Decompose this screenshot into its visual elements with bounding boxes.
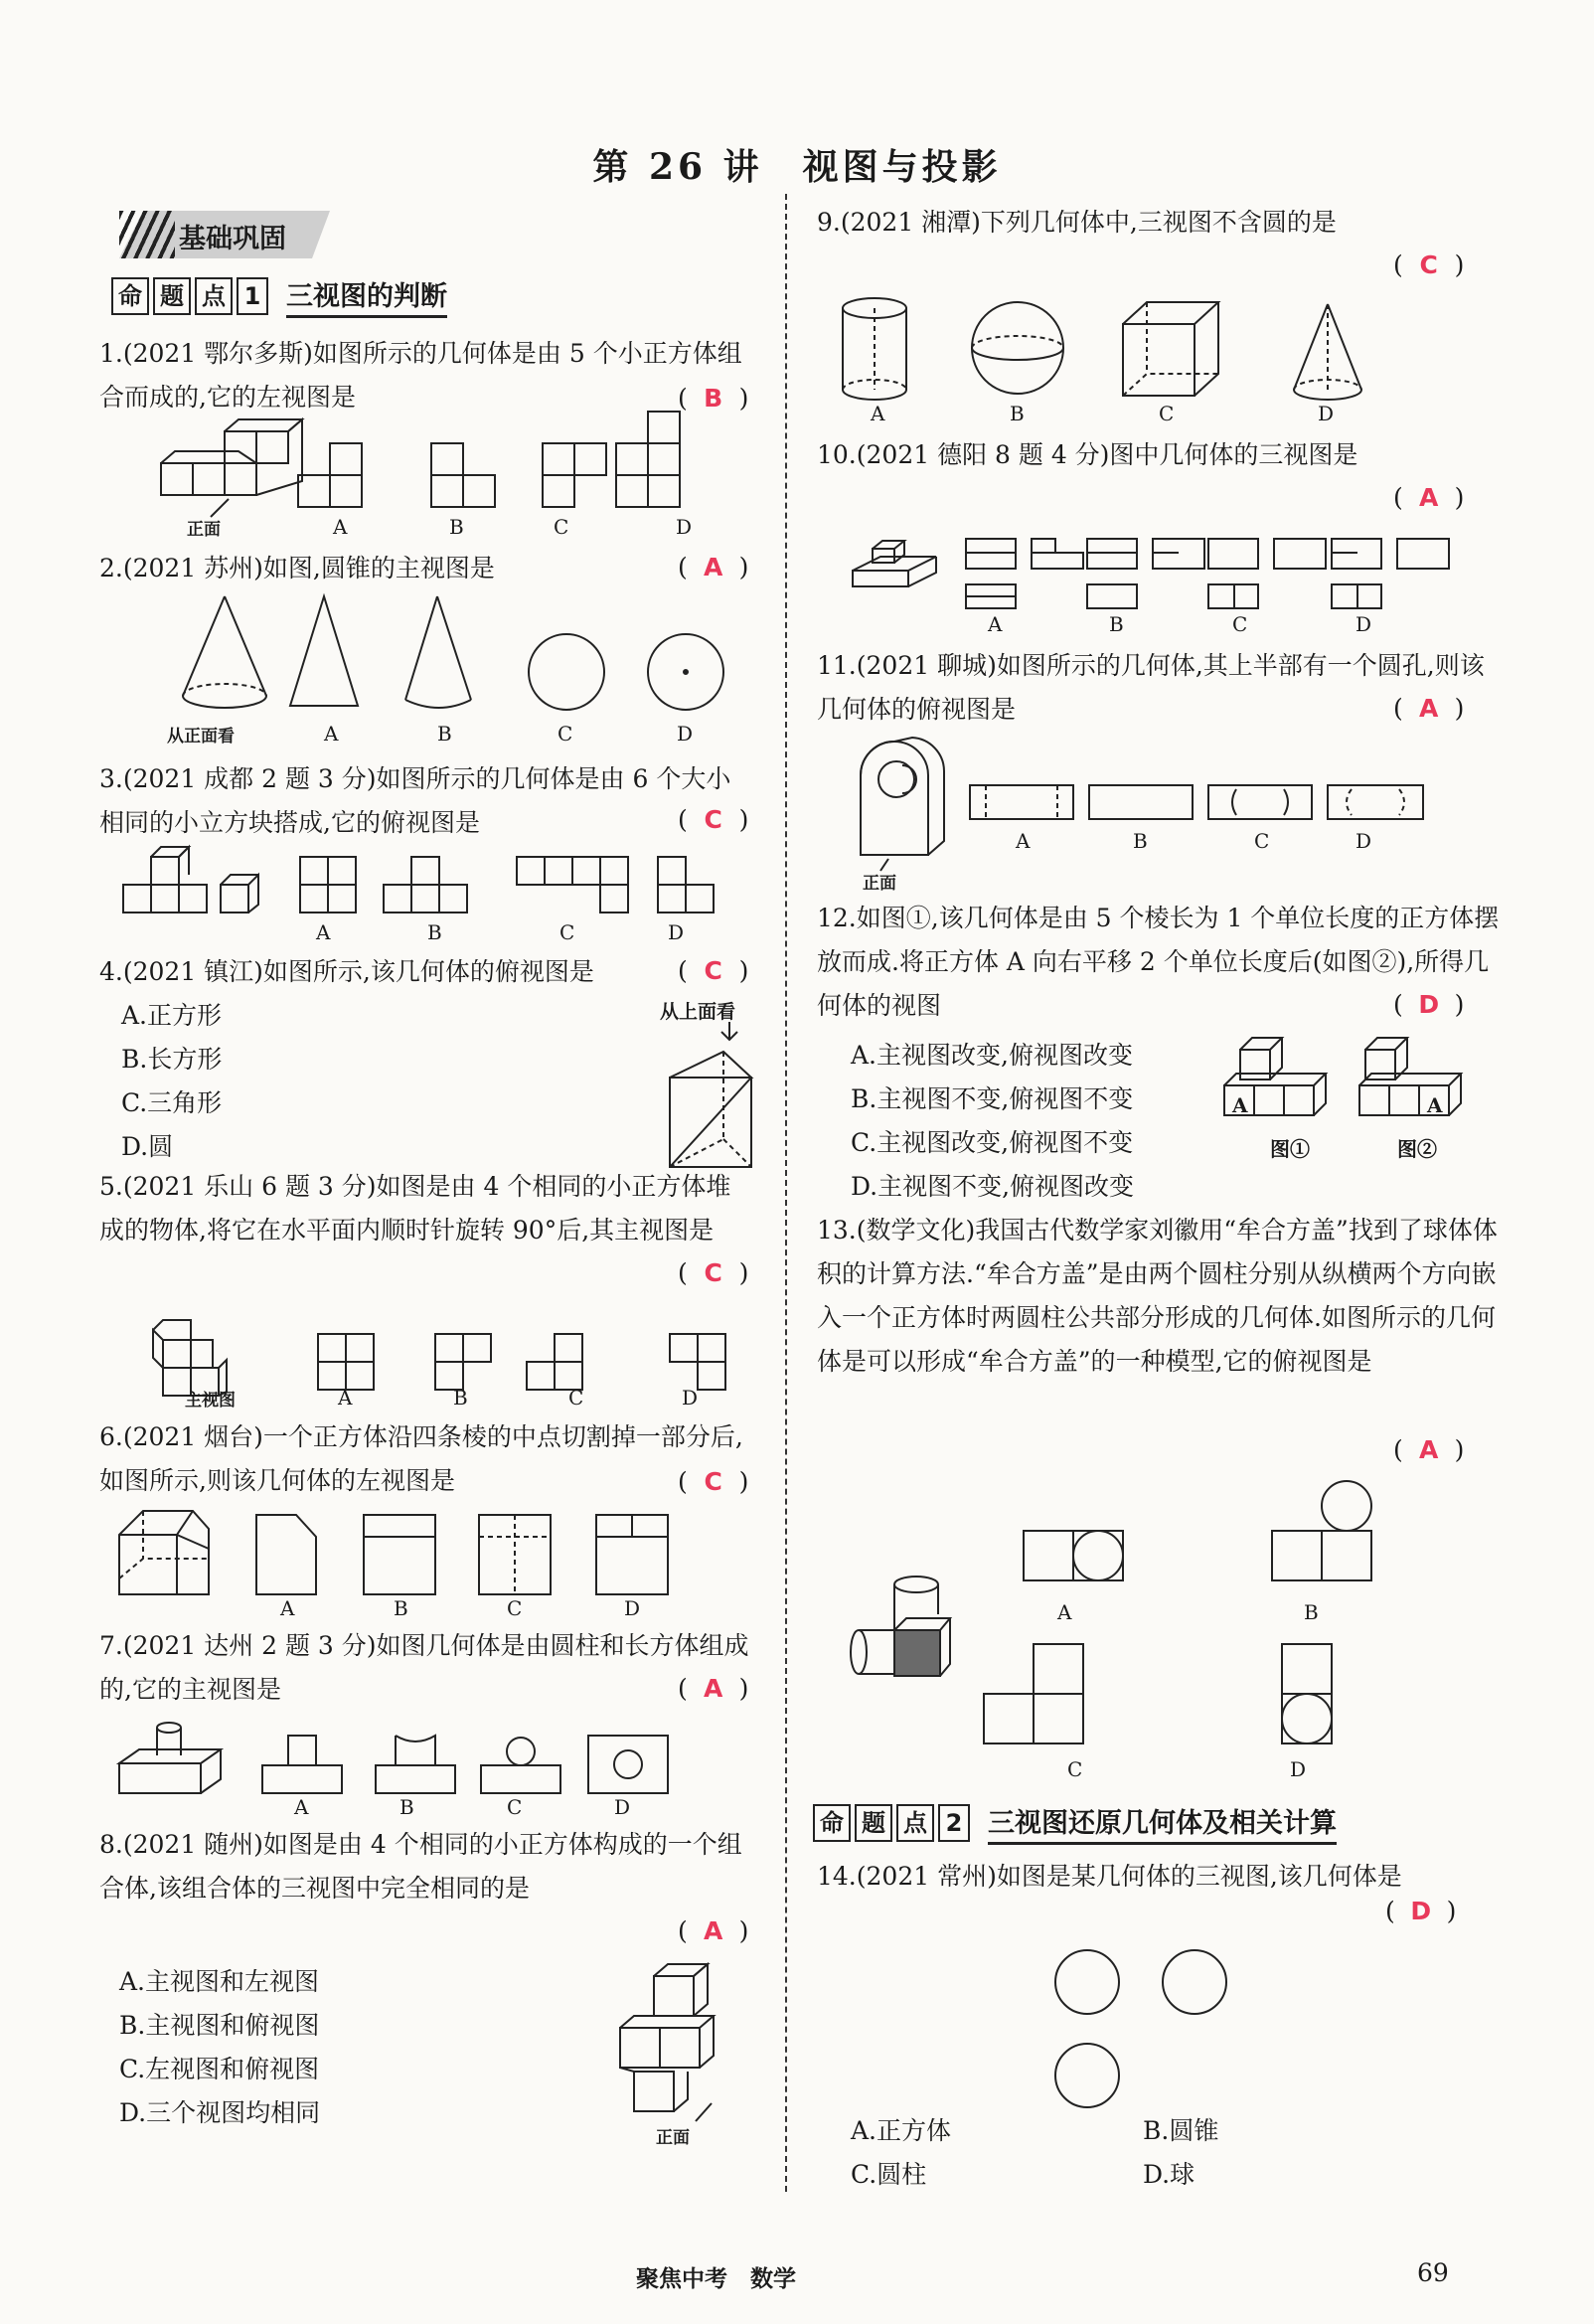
q14-option-a: A.正方体 (851, 2116, 952, 2145)
option-label: D (668, 920, 685, 944)
answer-letter: A (704, 1916, 723, 1945)
section-title: 三视图的判断 (286, 274, 447, 318)
answer-4: ( C ) (678, 956, 749, 985)
question-12: 12.如图①,该几何体是由 5 个棱长为 1 个单位长度的正方体摆放而成.将正方体 A 向右平移 2 个单位长度后(如图②),所得几何体的视图 (817, 904, 1500, 1020)
answer-3: ( C ) (678, 805, 749, 834)
option-label: B (394, 1596, 408, 1620)
option-label: C (507, 1596, 523, 1620)
answer-9: ( C ) (1393, 250, 1465, 279)
section-header-1 (111, 274, 447, 318)
answer-letter: A (1419, 694, 1439, 723)
option-label: B (449, 515, 464, 539)
section-char: 命 (111, 277, 149, 315)
question-3: 3.(2021 成都 2 题 3 分)如图所示的几何体是由 6 个大小相同的小立方块搭成,它的俯视图是 (99, 764, 731, 837)
answer-letter: D (1418, 990, 1440, 1019)
footer-book-title: 聚焦中考 数学 (636, 2266, 796, 2292)
answer-13: ( A ) (1393, 1435, 1465, 1464)
banner-title: 基础巩固 (179, 224, 286, 254)
q14-option-d: D.球 (1143, 2160, 1196, 2189)
option-label: A (338, 1386, 353, 1410)
answer-7: ( A ) (678, 1674, 749, 1703)
option-label: D (624, 1596, 641, 1620)
option-label: C (559, 920, 575, 944)
banner-stripes (119, 211, 175, 258)
answer-letter: C (704, 805, 722, 834)
option-label: C (1232, 612, 1248, 636)
option-label: D (1290, 1757, 1307, 1781)
answer-letter: A (704, 1674, 723, 1703)
option-label: A (316, 920, 331, 944)
option-label: B (1010, 402, 1025, 425)
answer-6: ( C ) (678, 1467, 749, 1496)
q8-fig-caption: 正面 (656, 2128, 690, 2148)
q8-figure (616, 1972, 775, 2131)
q4-figure (668, 1022, 787, 1171)
section-header-2 (813, 1801, 1337, 1845)
option-label: B (1304, 1600, 1319, 1624)
option-label: C (568, 1386, 584, 1410)
q14-figure (1053, 1948, 1252, 2107)
q5-fig-caption: 主视图 (185, 1391, 236, 1411)
answer-letter: C (704, 1258, 722, 1287)
q4-option-c: C.三角形 (121, 1088, 223, 1117)
question-11: 11.(2021 聊城)如图所示的几何体,其上半部有一个圆孔,则该几何体的俯视图是 (817, 651, 1485, 724)
q12-fig1-caption: 图① (1270, 1137, 1310, 1161)
answer-letter: C (704, 956, 722, 985)
question-13: 13.(数学文化)我国古代数学家刘徽用“牟合方盖”找到了球体体积的计算方法.“牟合方盖”是由两个圆柱分别从纵横两个方向嵌入一个正方体时两圆柱公共部分形成的几何体.如图所示的几何体是可以形成“牟合方盖”的一种模型,它的俯视图是 (817, 1216, 1498, 1376)
answer-letter: D (1410, 1897, 1432, 1925)
option-label: D (1318, 402, 1335, 425)
option-label: A (871, 402, 885, 425)
column-divider (785, 194, 787, 2192)
question-1: 1.(2021 鄂尔多斯)如图所示的几何体是由 5 个小正方体组合而成的,它的左视图是 (99, 339, 742, 412)
option-label: C (1254, 829, 1270, 853)
q8-option-c: C.左视图和俯视图 (119, 2055, 320, 2083)
option-label: B (437, 722, 452, 746)
q1-fig-caption: 正面 (187, 520, 221, 540)
section-char: 命 (813, 1804, 851, 1842)
answer-letter: C (1419, 250, 1438, 279)
section-number: 2 (938, 1804, 970, 1842)
cube-label: A (1232, 1093, 1248, 1117)
option-label: B (453, 1386, 468, 1410)
option-label: B (1133, 829, 1148, 853)
option-label: A (1057, 1600, 1072, 1624)
question-6: 6.(2021 烟台)一个正方体沿四条棱的中点切割掉一部分后,如图所示,则该几何体的左视图是 (99, 1422, 743, 1495)
q7-figure (117, 1714, 714, 1803)
answer-letter: B (704, 384, 723, 413)
option-label: B (399, 1795, 414, 1819)
q14-option-c: C.圆柱 (851, 2160, 927, 2189)
option-label: D (614, 1795, 631, 1819)
question-8: 8.(2021 随州)如图是由 4 个相同的小正方体构成的一个组合体,该组合体的三视图中完全相同的是 (99, 1830, 742, 1903)
q11-fig-caption: 正面 (863, 874, 896, 894)
q3-figure (121, 851, 717, 930)
q12-option-a: A.主视图改变,俯视图改变 (851, 1041, 1133, 1070)
q2-fig-caption: 从正面看 (167, 727, 235, 747)
answer-letter: A (1419, 483, 1439, 512)
q11-figure (855, 736, 1411, 875)
answer-2: ( A ) (678, 553, 749, 581)
q14-option-b: B.圆锥 (1143, 2116, 1219, 2145)
option-label: A (1016, 829, 1031, 853)
question-10: 10.(2021 德阳 8 题 4 分)图中几何体的三视图是 (817, 440, 1358, 469)
q4-option-d: D.圆 (121, 1132, 174, 1161)
option-label: D (676, 515, 693, 539)
option-label: A (333, 515, 348, 539)
option-label: C (1067, 1757, 1083, 1781)
q12-figure (1220, 1034, 1489, 1143)
question-4: 4.(2021 镇江)如图所示,该几何体的俯视图是 (99, 957, 594, 986)
option-label: A (324, 722, 339, 746)
answer-14: ( D ) (1385, 1897, 1457, 1925)
option-label: B (427, 920, 442, 944)
q8-option-a: A.主视图和左视图 (119, 1967, 320, 1996)
answer-letter: C (704, 1467, 722, 1496)
section-title: 三视图还原几何体及相关计算 (988, 1801, 1337, 1845)
option-label: C (1159, 402, 1175, 425)
q12-option-c: C.主视图改变,俯视图不变 (851, 1128, 1134, 1157)
answer-8: ( A ) (678, 1916, 749, 1945)
answer-letter: A (1419, 1435, 1439, 1464)
option-label: A (294, 1795, 309, 1819)
q13-figure (845, 1481, 1401, 1779)
q12-option-b: B.主视图不变,俯视图不变 (851, 1084, 1134, 1113)
option-label: C (507, 1795, 523, 1819)
question-7: 7.(2021 达州 2 题 3 分)如图几何体是由圆柱和长方体组成的,它的主视图是 (99, 1631, 749, 1704)
question-14: 14.(2021 常州)如图是某几何体的三视图,该几何体是 (817, 1862, 1402, 1891)
q8-option-d: D.三个视图均相同 (119, 2098, 321, 2127)
q4-option-b: B.长方形 (121, 1045, 223, 1074)
lecture-title: 第 26 讲 视图与投影 (592, 146, 1002, 188)
q10-figure (851, 527, 1467, 616)
page-number: 69 (1417, 2258, 1449, 2287)
option-label: C (554, 515, 569, 539)
option-label: D (1355, 612, 1372, 636)
question-5: 5.(2021 乐山 6 题 3 分)如图是由 4 个相同的小正方体堆成的物体,将它在水平面内顺时针旋转 90°后,其主视图是 (99, 1172, 731, 1245)
question-9: 9.(2021 湘潭)下列几何体中,三视图不含圆的是 (817, 208, 1337, 237)
q4-fig-caption: 从上面看 (660, 1001, 736, 1023)
q6-figure (117, 1509, 714, 1598)
q2-figure (179, 596, 735, 726)
q9-figure (841, 298, 1477, 408)
question-2: 2.(2021 苏州)如图,圆锥的主视图是 (99, 554, 495, 582)
answer-11: ( A ) (1393, 694, 1465, 723)
q5-figure (153, 1312, 729, 1402)
option-label: B (1109, 612, 1124, 636)
q4-option-a: A.正方形 (121, 1001, 223, 1030)
q12-fig2-caption: 图② (1397, 1137, 1437, 1161)
option-label: A (988, 612, 1003, 636)
q8-option-b: B.主视图和俯视图 (119, 2011, 320, 2040)
option-label: A (280, 1596, 295, 1620)
answer-12: ( D ) (1393, 990, 1465, 1019)
cube-label: A (1427, 1093, 1443, 1117)
option-label: D (682, 1386, 699, 1410)
section-number: 1 (237, 277, 268, 315)
q12-option-d: D.主视图不变,俯视图改变 (851, 1172, 1135, 1201)
section-char: 题 (153, 277, 191, 315)
answer-5: ( C ) (678, 1258, 749, 1287)
section-char: 点 (896, 1804, 934, 1842)
section-char: 点 (195, 277, 233, 315)
answer-letter: A (704, 553, 723, 581)
section-char: 题 (855, 1804, 892, 1842)
answer-1: ( B ) (678, 384, 749, 413)
option-label: D (677, 722, 694, 746)
option-label: D (1355, 829, 1372, 853)
answer-10: ( A ) (1393, 483, 1465, 512)
option-label: C (558, 722, 573, 746)
